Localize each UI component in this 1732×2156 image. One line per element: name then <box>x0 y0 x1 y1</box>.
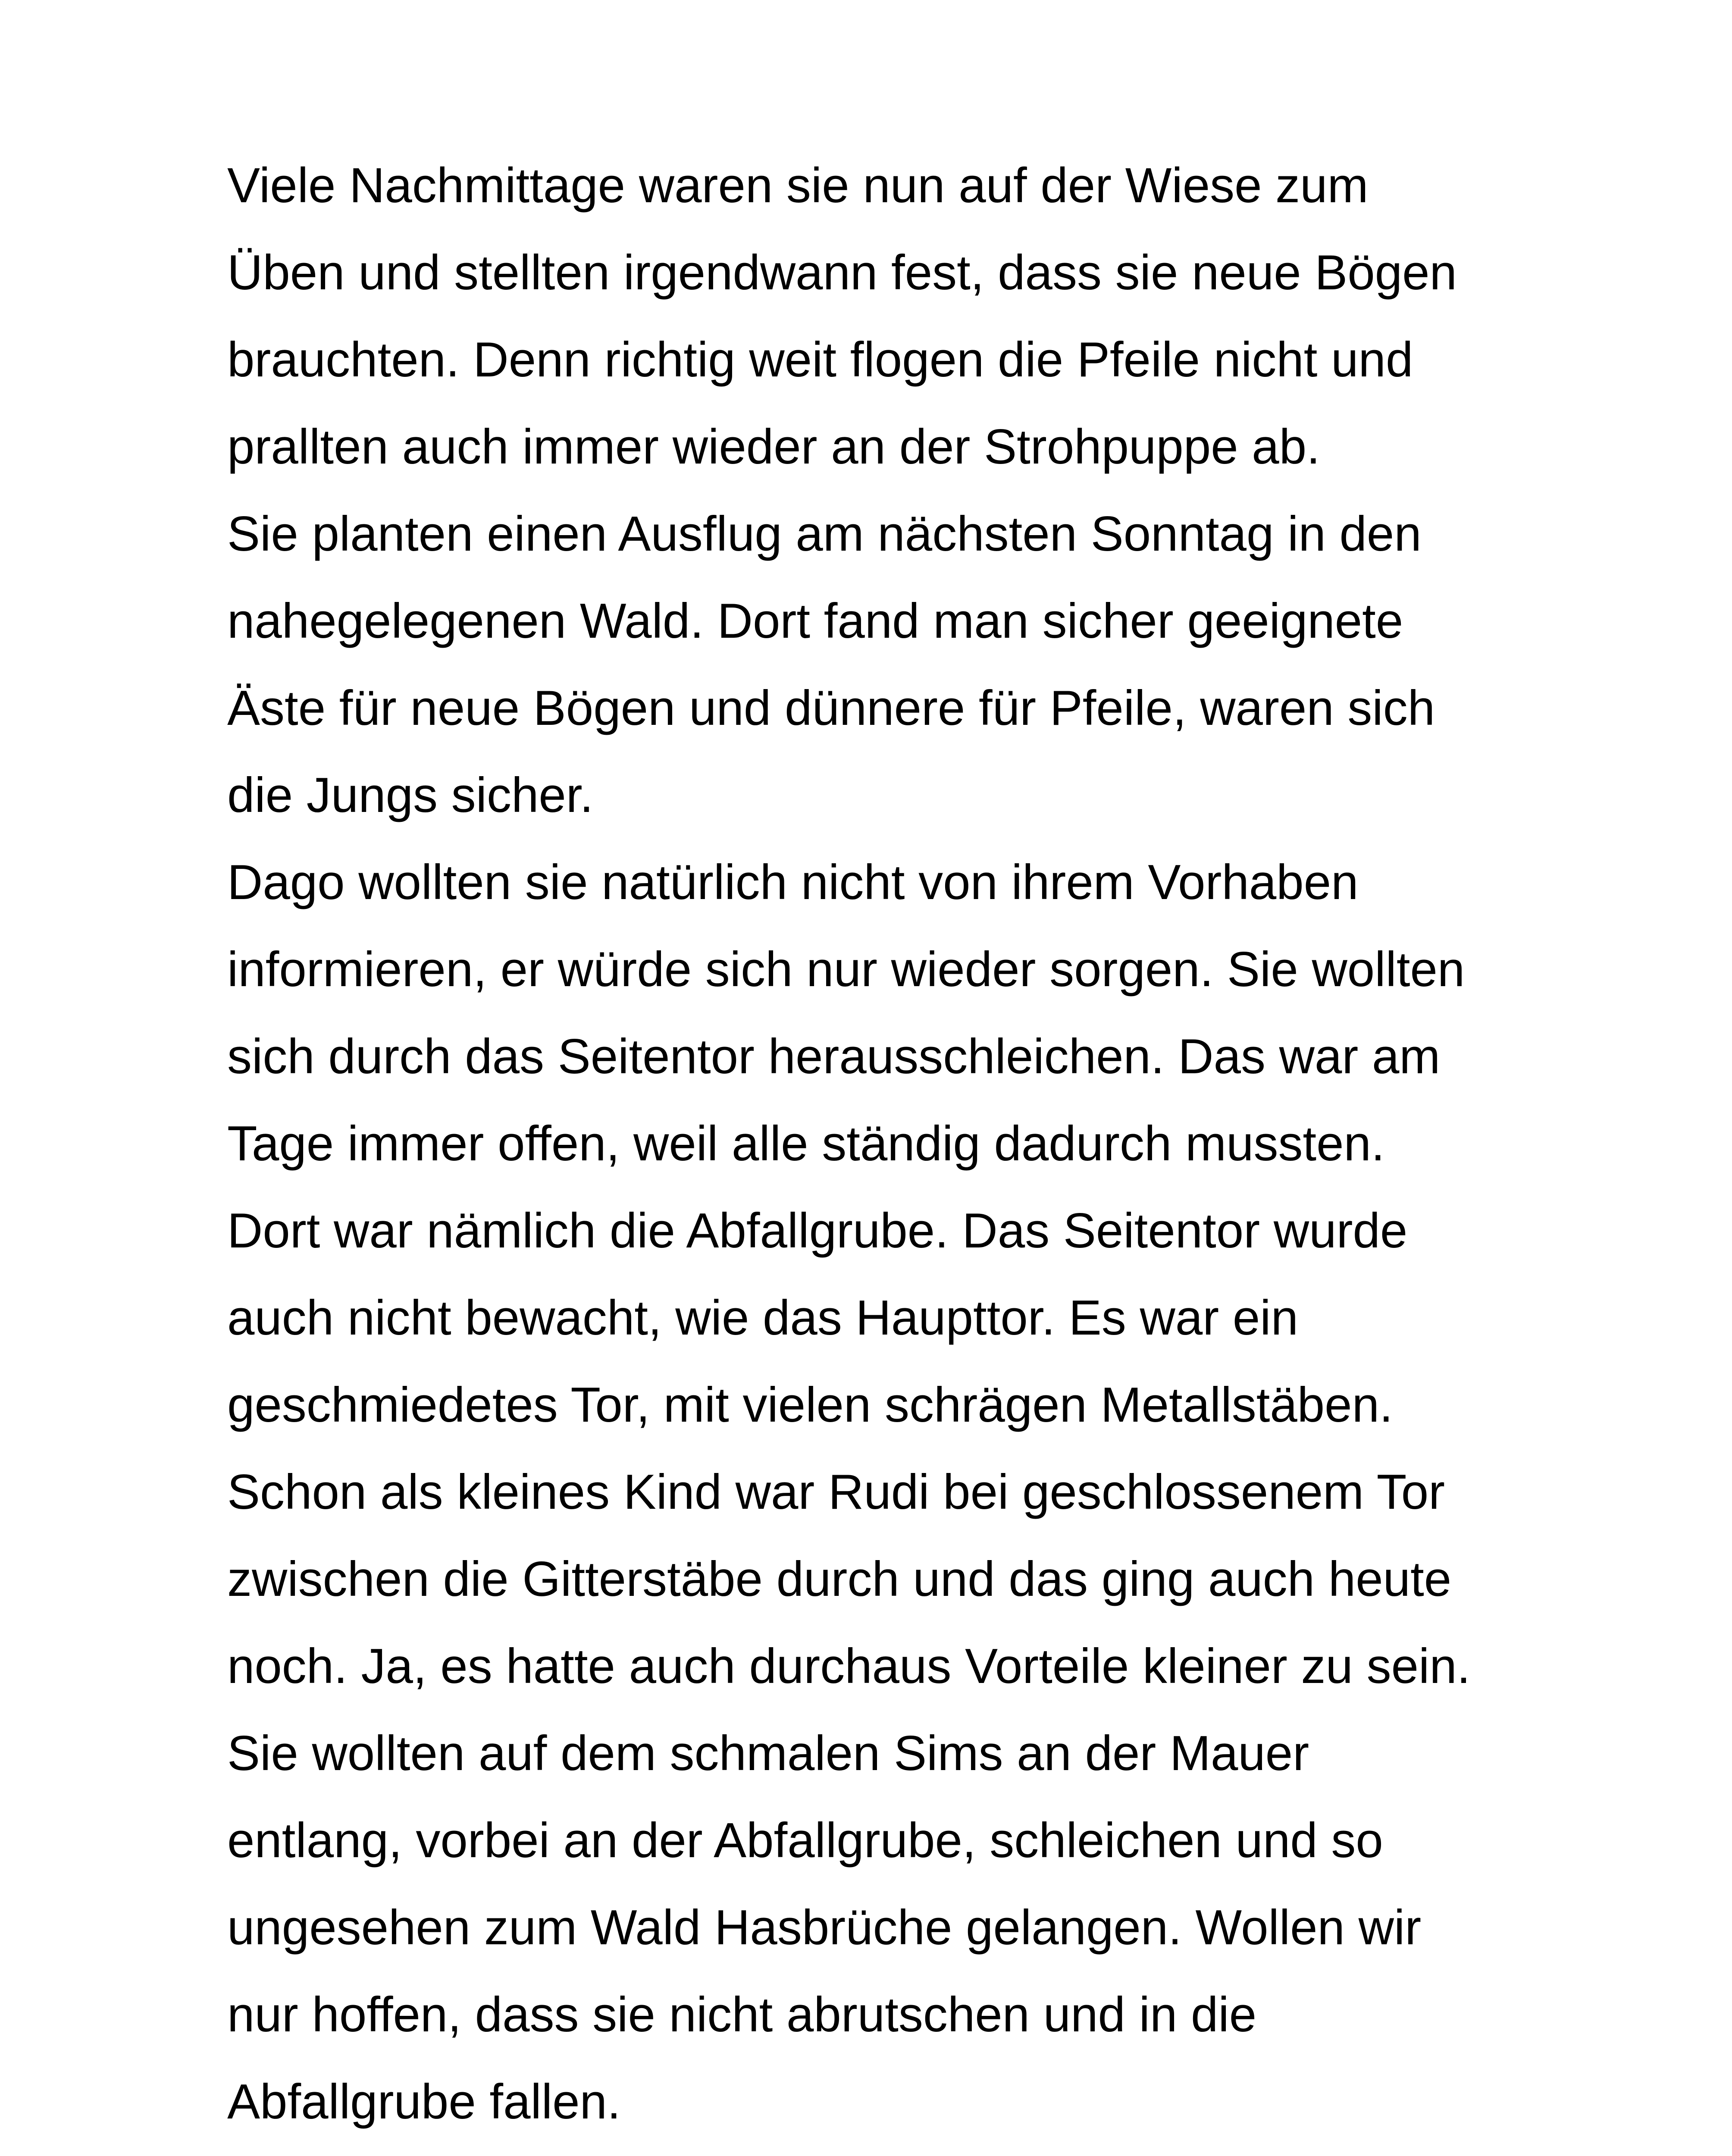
text-line: Dago wollten sie natürlich nicht von ihrem Vorhaben <box>227 855 1359 910</box>
text-line: entlang, vorbei an der Abfallgrube, schleichen und so <box>227 1813 1383 1868</box>
text-line: geschmiedetes Tor, mit vielen schrägen Metallstäben. <box>227 1378 1393 1432</box>
text-line: ungesehen zum Wald Hasbrüche gelangen. Wollen wir <box>227 1900 1422 1955</box>
text-line: Abfallgrube fallen. <box>227 2075 621 2129</box>
text-line: Sie planten einen Ausflug am nächsten Sonntag in den <box>227 507 1422 561</box>
text-line: Äste für neue Bögen und dünnere für Pfeile, waren sich <box>227 681 1435 736</box>
text-line: Viele Nachmittage waren sie nun auf der Wiese zum <box>227 158 1369 213</box>
text-line: Dort war nämlich die Abfallgrube. Das Seitentor wurde <box>227 1203 1408 1258</box>
text-line: Tage immer offen, weil alle ständig dadurch mussten. <box>227 1116 1385 1171</box>
text-line: prallten auch immer wieder an der Strohpuppe ab. <box>227 420 1320 474</box>
text-line: Sie wollten auf dem schmalen Sims an der Mauer <box>227 1726 1309 1781</box>
text-line: nahegelegenen Wald. Dort fand man sicher geeignete <box>227 594 1403 649</box>
text-line: informieren, er würde sich nur wieder sorgen. Sie wollten <box>227 942 1465 997</box>
text-line: auch nicht bewacht, wie das Haupttor. Es war ein <box>227 1291 1299 1345</box>
text-line: brauchten. Denn richtig weit flogen die Pfeile nicht und <box>227 332 1413 387</box>
text-line: sich durch das Seitentor herausschleichen. Das war am <box>227 1029 1441 1084</box>
text-line: noch. Ja, es hatte auch durchaus Vorteile kleiner zu sein. <box>227 1639 1471 1694</box>
body-text <box>227 142 1650 2146</box>
text-line: die Jungs sicher. <box>227 768 594 823</box>
text-line: zwischen die Gitterstäbe durch und das ging auch heute <box>227 1552 1452 1607</box>
text-line: Üben und stellten irgendwann fest, dass sie neue Bögen <box>227 245 1457 300</box>
text-line: Schon als kleines Kind war Rudi bei geschlossenem Tor <box>227 1465 1445 1520</box>
text-line: nur hoffen, dass sie nicht abrutschen und in die <box>227 1987 1257 2042</box>
